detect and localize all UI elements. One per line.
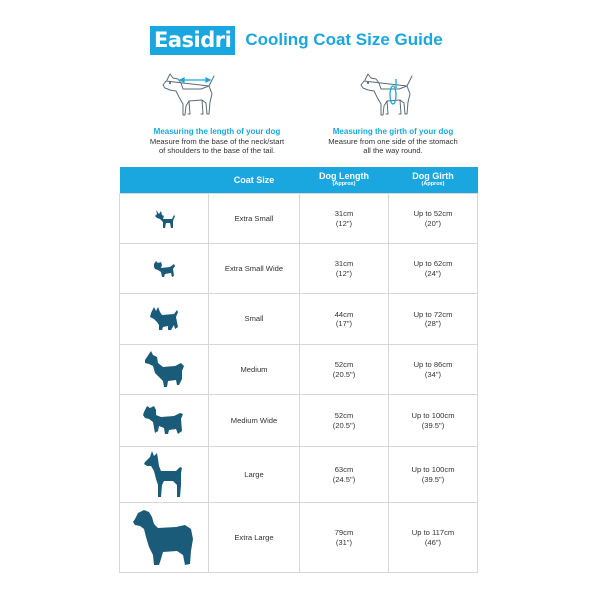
girth-in: (46") — [424, 537, 442, 547]
bulldog-icon — [141, 403, 187, 439]
measure-girth-line1: Measure from one side of the stomach — [328, 136, 458, 146]
row-icon-cell — [120, 345, 209, 395]
row-icon-cell — [120, 294, 209, 345]
length-in: (12") — [335, 218, 353, 228]
table-row — [120, 503, 478, 573]
girth-cm: Up to 100cm — [411, 411, 455, 420]
row-icon-cell — [120, 447, 209, 503]
measure-length-line2: of shoulders to the base of the tail. — [158, 146, 276, 155]
table-row — [120, 447, 478, 503]
dog-length-cell — [300, 345, 389, 395]
dog-length-cell — [300, 244, 389, 294]
header-coat-size: Coat Size — [209, 167, 300, 194]
pug-icon — [150, 256, 178, 282]
length-in: (12") — [335, 268, 353, 278]
dog-girth-cell — [389, 294, 478, 345]
girth-in: (34") — [424, 369, 442, 379]
header-dog-length-label: Dog Length — [319, 171, 369, 181]
header-dog-girth — [389, 167, 478, 194]
girth-cm: Up to 52cm — [413, 209, 453, 218]
coat-size-cell: Large — [209, 447, 300, 503]
row-icon-cell — [120, 395, 209, 447]
dog-girth-diagram-icon — [355, 64, 423, 122]
dog-length-cell — [300, 395, 389, 447]
length-in: (20.5") — [332, 369, 356, 379]
girth-cm: Up to 72cm — [413, 309, 453, 319]
measure-girth-line2: all the way round. — [363, 146, 423, 155]
length-cm: 79cm — [334, 528, 354, 537]
length-in: (20.5") — [332, 420, 356, 430]
table-row — [120, 244, 478, 294]
dog-length-diagram-icon — [157, 64, 225, 122]
girth-in: (24") — [424, 268, 442, 278]
girth-cm: Up to 117cm — [411, 528, 455, 537]
header-dog-length — [300, 167, 389, 194]
header — [150, 24, 443, 56]
header-icon — [120, 167, 209, 194]
length-cm: 44cm — [334, 309, 354, 319]
coat-size-cell: Small — [209, 294, 300, 345]
girth-in: (20") — [424, 218, 442, 228]
table-header-row — [120, 167, 478, 194]
dog-girth-cell — [389, 503, 478, 573]
row-icon-cell — [120, 244, 209, 294]
girth-cm: Up to 86cm — [413, 360, 453, 369]
header-dog-girth-note: (Approx) — [421, 181, 445, 187]
row-icon-cell — [120, 194, 209, 244]
length-cm: 63cm — [334, 465, 354, 474]
page-title: Cooling Coat Size Guide — [245, 30, 443, 49]
measure-girth-heading: Measuring the girth of your dog — [332, 127, 454, 136]
dog-girth-cell — [389, 345, 478, 395]
girth-in: (39.5") — [421, 474, 445, 484]
girth-cm: Up to 100cm — [411, 465, 455, 474]
dog-length-cell — [300, 503, 389, 573]
measure-girth-text — [303, 127, 483, 156]
girth-in: (39.5") — [421, 420, 445, 430]
length-in: (31") — [335, 537, 353, 547]
dog-girth-cell — [389, 244, 478, 294]
table-row — [120, 194, 478, 244]
brand-logo: Easidri — [150, 26, 235, 55]
length-cm: 31cm — [334, 259, 354, 268]
size-table — [119, 167, 478, 573]
table-row — [120, 294, 478, 345]
length-cm: 52cm — [334, 360, 354, 369]
coat-size-cell: Medium — [209, 345, 300, 395]
coat-size-cell: Medium Wide — [209, 395, 300, 447]
length-in: (24.5") — [332, 474, 356, 484]
girth-cm: Up to 62cm — [413, 259, 453, 268]
newfoundland-icon — [131, 507, 197, 569]
collie-icon — [142, 349, 186, 391]
dog-length-cell — [300, 447, 389, 503]
terrier-icon — [147, 303, 181, 335]
dog-length-cell — [300, 194, 389, 244]
coat-size-cell: Extra Small Wide — [209, 244, 300, 294]
chihuahua-icon — [151, 206, 177, 232]
dog-girth-cell — [389, 447, 478, 503]
table-row — [120, 345, 478, 395]
measure-length-text — [117, 127, 317, 156]
coat-size-cell: Extra Small — [209, 194, 300, 244]
measure-length-line1: Measure from the base of the neck/start — [149, 136, 285, 146]
header-dog-girth-label: Dog Girth — [412, 171, 454, 181]
measure-length-heading: Measuring the length of your dog — [153, 127, 281, 136]
length-cm: 52cm — [334, 411, 354, 420]
coat-size-cell: Extra Large — [209, 503, 300, 573]
doberman-icon — [142, 449, 186, 501]
dog-girth-cell — [389, 194, 478, 244]
girth-in: (28") — [424, 319, 442, 328]
row-icon-cell — [120, 503, 209, 573]
dog-girth-cell — [389, 395, 478, 447]
length-cm: 31cm — [334, 209, 354, 218]
length-in: (17") — [335, 319, 353, 328]
header-dog-length-note: (Approx) — [332, 181, 356, 187]
dog-length-cell — [300, 294, 389, 345]
table-row — [120, 395, 478, 447]
